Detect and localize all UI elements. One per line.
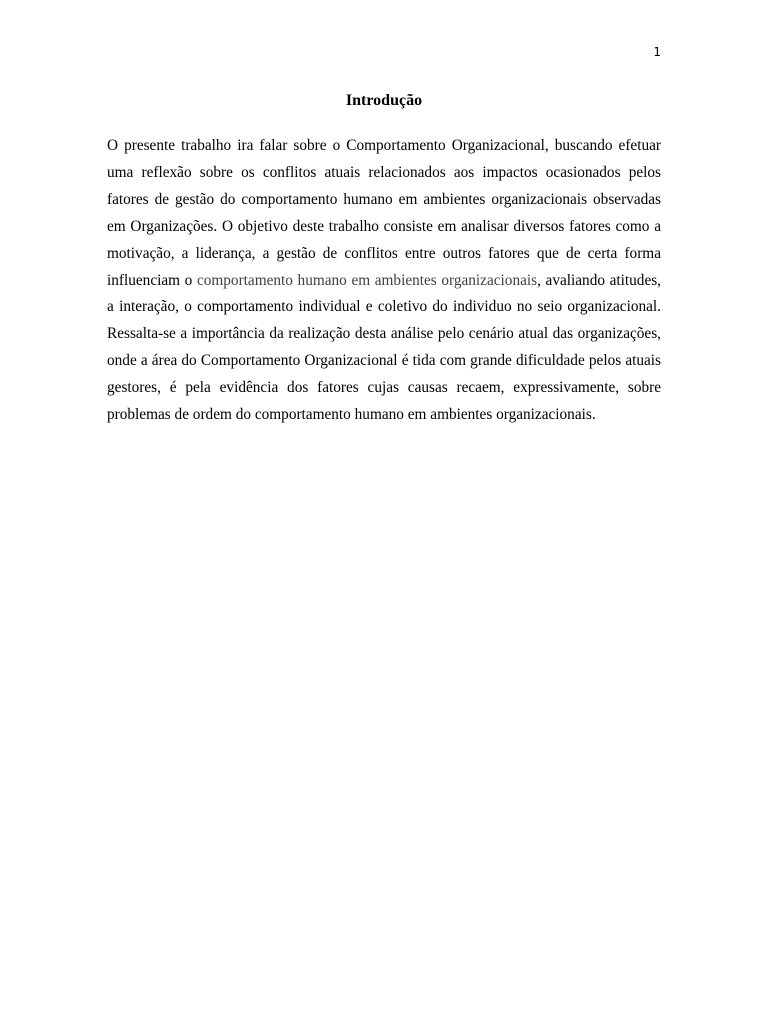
highlighted-phrase[interactable]: comportamento humano em ambientes organizacionais	[196, 271, 538, 289]
paragraph-text-start: O presente trabalho ira falar sobre o Comportamento Organizacional, buscando efetuar uma reflexão sobre os conflitos atuais relacionados aos impactos ocasionados pelos fatores de gestão do comportamento humano em ambientes organizacionais observadas em Organizações. O objetivo deste trabalho consiste em analisar diversos fatores como a motivação, a liderança, a gestão de conflitos entre outros fatores que de certa forma influenciam o	[107, 137, 661, 289]
section-title: Introdução	[345, 92, 423, 109]
page-number: 1	[653, 45, 661, 59]
intro-paragraph	[107, 133, 661, 429]
paragraph-text-end: , avaliando atitudes, a interação, o comportamento individual e coletivo do individuo no seio organizacional. Ressalta-se a importância da realização desta análise pelo cenário atual das organizações, onde a área do Comportamento Organizacional é tida com grande dificuldade pelos atuais gestores, é pela evidência dos fatores cujas causas recaem, expressivamente, sobre problemas de ordem do comportamento humano em ambientes organizacionais.	[107, 271, 662, 424]
